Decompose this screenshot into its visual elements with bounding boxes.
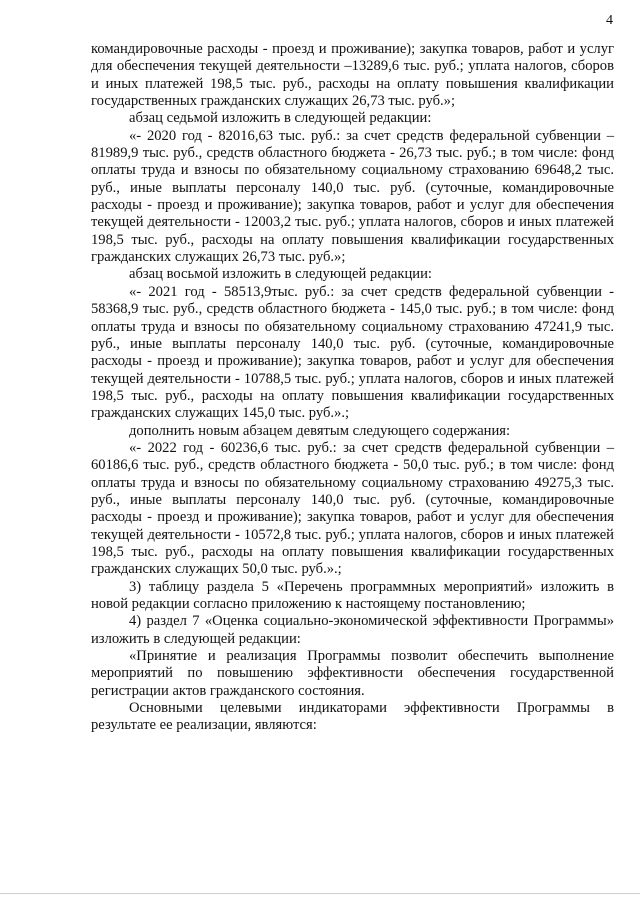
- paragraph-10: «Принятие и реализация Программы позволит обеспечить выполнение мероприятий по повышению эффективности обеспечения государственной регистрации актов гражданского состояния.: [91, 648, 614, 699]
- paragraph-1: командировочные расходы - проезд и проживание); закупка товаров, работ и услуг для обеспечения текущей деятельности –13289,6 тыс. руб.; уплата налогов, сборов и иных платежей 198,5 тыс. руб., расходы на оплату повышения квалификации государственных гражданских служащих 26,73 тыс. руб.»;: [91, 41, 614, 110]
- document-body: [91, 41, 614, 735]
- paragraph-8: 3) таблицу раздела 5 «Перечень программных мероприятий» изложить в новой редакции согласно приложению к настоящему постановлению;: [91, 578, 614, 612]
- paragraph-7: «- 2022 год - 60236,6 тыс. руб.: за счет средств федеральной субвенции – 60186,6 тыс. руб., средств областного бюджета - 50,0 тыс. руб.; в том числе: фонд оплаты труда и взносы по обязательному социальному страхованию 49275,3 тыс. руб., иные выплаты персоналу 140,0 тыс. руб. (суточные, командировочные расходы - проезд и проживание); закупка товаров, работ и услуг для обеспечения текущей деятельности - 10572,8 тыс. руб.; уплата налогов, сборов и иных платежей 198,5 тыс. руб., расходы на оплату повышения квалификации государственных гражданских служащих 50,0 тыс. руб.».;: [91, 439, 614, 578]
- paragraph-9: 4) раздел 7 «Оценка социально-экономической эффективности Программы» изложить в следующей редакции:: [91, 613, 614, 647]
- paragraph-3: «- 2020 год - 82016,63 тыс. руб.: за счет средств федеральной субвенции – 81989,9 тыс. руб., средств областного бюджета - 26,73 тыс. руб.; в том числе: фонд оплаты труда и взносы по обязательному социальному страхованию 69648,2 тыс. руб., иные выплаты персоналу 140,0 тыс. руб. (суточные, командировочные расходы - проезд и проживание); закупка товаров, работ и услуг для обеспечения текущей деятельности - 12003,2 тыс. руб.; уплата налогов, сборов и иных платежей 198,5 тыс. руб., расходы на оплату повышения квалификации государственных гражданских служащих 26,73 тыс. руб.»;: [91, 127, 614, 266]
- paragraph-2: абзац седьмой изложить в следующей редакции:: [129, 110, 432, 127]
- paragraph-11: Основными целевыми индикаторами эффективности Программы в результате ее реализации, являются:: [91, 700, 614, 734]
- scan-artifact: [0, 893, 640, 894]
- paragraph-4: абзац восьмой изложить в следующей редакции:: [129, 266, 432, 283]
- paragraph-5: «- 2021 год - 58513,9тыс. руб.: за счет средств федеральной субвенции - 58368,9 тыс. руб., средств областного бюджета - 145,0 тыс. руб.; в том числе: фонд оплаты труда и взносы по обязательному социальному страхованию 47241,9 тыс. руб., иные выплаты персоналу 140,0 тыс. руб. (суточные, командировочные расходы - проезд и проживание); закупка товаров, работ и услуг для обеспечения текущей деятельности - 10788,5 тыс. руб.; уплата налогов, сборов и иных платежей 198,5 тыс. руб., расходы на оплату повышения квалификации государственных гражданских служащих 145,0 тыс. руб.».;: [91, 283, 614, 422]
- paragraph-6: дополнить новым абзацем девятым следующего содержания:: [129, 422, 511, 439]
- page-number: 4: [606, 13, 613, 28]
